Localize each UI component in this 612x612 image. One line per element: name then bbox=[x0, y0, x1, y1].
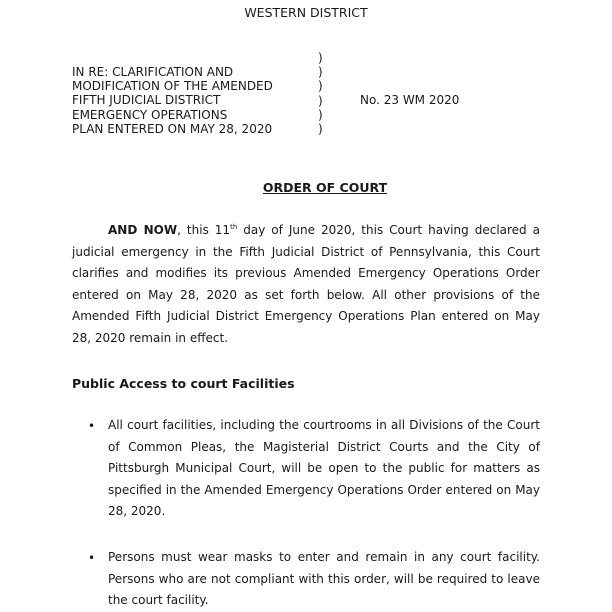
caption-paren: ) bbox=[318, 51, 323, 65]
intro-lead: AND NOW bbox=[108, 223, 178, 237]
caption-line: EMERGENCY OPERATIONS bbox=[72, 107, 228, 122]
caption-line: FIFTH JUDICIAL DISTRICT bbox=[72, 93, 221, 108]
caption-paren: ) bbox=[318, 79, 323, 94]
caption-paren: ) bbox=[318, 107, 323, 122]
caption-line: PLAN ENTERED ON MAY 28, 2020 bbox=[72, 121, 273, 136]
caption-line: IN RE: CLARIFICATION AND bbox=[72, 65, 234, 79]
bullet-icon: • bbox=[88, 419, 96, 433]
intro-date-text: , this 11 bbox=[177, 223, 231, 237]
caption-paren: ) bbox=[318, 65, 323, 80]
intro-paragraph bbox=[72, 220, 540, 350]
bullet-icon: • bbox=[88, 551, 96, 565]
bullet-item: Persons must wear masks to enter and remain in any court facility. Persons who are not compliant with this order, will be required to leave the court facility. bbox=[108, 550, 540, 608]
ordinal-superscript: th bbox=[230, 223, 238, 231]
court-district-header: WESTERN DISTRICT bbox=[244, 5, 368, 20]
bullet-item: All court facilities, including the courtrooms in all Divisions of the Court of Common Pleas, the Magisterial District Courts and the City of Pittsburgh Municipal Court, will be open to the public for matters as specified in the Amended Emergency Operations Order entered on May 28, 2020. bbox=[108, 418, 540, 519]
case-caption bbox=[72, 65, 273, 136]
intro-body: day of June 2020, this Court having declared a judicial emergency in the Fifth Judicial District of Pennsylvania, this Court clarifies and modifies its previous Amended Emergency Operations Order entered on May 28, 2020 as set forth below. All other provisions of the Amended Fifth Judicial District Emergency Operations Plan entered on May 28, 2020 remain in effect. bbox=[72, 223, 541, 345]
caption-parentheses bbox=[318, 51, 323, 136]
docket-number: No. 23 WM 2020 bbox=[360, 93, 460, 107]
caption-line: MODIFICATION OF THE AMENDED bbox=[72, 79, 273, 94]
caption-paren: ) bbox=[318, 122, 323, 137]
section-heading: Public Access to court Facilities bbox=[72, 376, 295, 391]
caption-paren: ) bbox=[318, 93, 323, 108]
order-title: ORDER OF COURT bbox=[262, 180, 388, 195]
